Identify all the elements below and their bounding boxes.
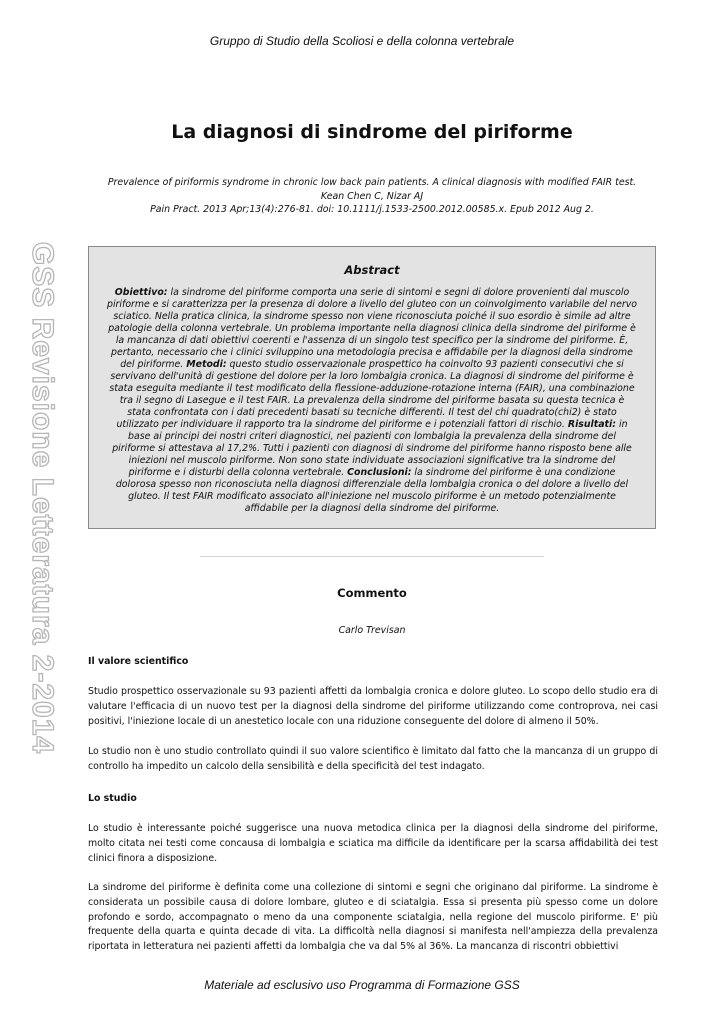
obiettivo-text: la sindrome del piriforme comporta una serie di sintomi e segni di dolore provenienti dal muscolo piriforme e si caratterizza per la presenza di dolore a livello del gluteo con un coinvolgimento variabile del nervo sciatico. Nella pratica clinica, la sindrome spesso non viene riconosciuta poiché il suo esordio è simile ad altre patologie della colonna vertebrale. Un problema importante nella diagnosi clinica della sindrome del piriforme è la mancanza di dati obiettivi coerenti e l'assenza di un singolo test specifico per la sindrome del piriforme. È, pertanto, necessario che i clinici sviluppino una metodologia precisa e affidabile per la diagnosi della sindrome del piriforme.: [107, 287, 637, 370]
conclusioni-text: la sindrome del piriforme è una condizione dolorosa spesso non riconosciuta nella diagnosi differenziale della lombalgia cronica o del dolore a livello del gluteo. Il test FAIR modificato associato all'iniezione nel muscolo piriforme è un metodo potenzialmente affidabile per la diagnosi della sindrome del piriforme.: [115, 467, 629, 514]
metodi-text: questo studio osservazionale prospettico ha coinvolto 93 pazienti consecutivi che si servivano dell'unità di gestione del dolore per la loro lombalgia cronica. La diagnosi di sindrome del piriforme è stata eseguita mediante il test modificato della flessione-adduzione-rotazione interna (FAIR), una combinazione tra il segno di Lasegue e il test FAIR. La prevalenza della sindrome del piriforme basata su questa tecnica è stata confrontata con i dati precedenti basati su tecniche differenti. Il test del chi quadrato(chi2) è stato utilizzato per individuare il rapporto tra la sindrome del piriforme e i potenziali fattori di rischio.: [109, 359, 635, 430]
risultati-label: Risultati:: [567, 419, 616, 430]
page-title: La diagnosi di sindrome del piriforme: [171, 121, 573, 143]
citation: [60, 176, 684, 217]
citation-authors: Kean Chen C, Nizar AJ: [320, 190, 424, 202]
valore-paragraph-2: Lo studio non è uno studio controllato quindi il suo valore scientifico è limitato dal fatto che la mancanza di un gruppo di controllo ha impedito un calcolo della sensibilità e della specificità del test indagato.: [88, 746, 658, 772]
obiettivo-label: Obiettivo:: [114, 287, 168, 298]
studio-paragraph-2: La sindrome del piriforme è definita come una collezione di sintomi e segni che originano dal piriforme. La sindrome è considerata un possibile causa di dolore lombare, gluteo e di sciatalgia. Essa si presenta più spesso come un dolore profondo e sordo, accompagnato o meno da una componente sciatalgia, nella regione del muscolo piriforme. E' più frequente della quarta e quinta decade di vita. La difficoltà nella diagnosi si manifesta nell'ampiezza della prevalenza riportata in letteratura nei pazienti affetti da lombalgia che va dal 5% al 36%. La mancanza di riscontri obbiettivi: [88, 882, 658, 953]
abstract-box: [88, 246, 656, 529]
page-header: Gruppo di Studio della Scoliosi e della colonna vertebrale: [209, 34, 515, 48]
commento-heading: Commento: [337, 586, 407, 600]
abstract-text: [107, 287, 637, 515]
commento-author: Carlo Trevisan: [338, 625, 406, 636]
sidebar-watermark-text: GSS Revisione Letteratura 2-2014: [26, 241, 59, 755]
abstract-heading: Abstract: [344, 263, 400, 277]
lo-studio-heading: Lo studio: [88, 793, 137, 804]
section-divider: [200, 556, 544, 557]
valore-paragraph-1: Studio prospettico osservazionale su 93 pazienti affetti da lombalgia cronica e dolore gluteo. Lo scopo dello studio era di valutare l'efficacia di un nuovo test per la diagnosi della sindrome del piriforme utilizzando come controprova, nei casi positivi, l'iniezione locale di un anestetico locale con una riduzione conseguente del dolore di almeno il 50%.: [88, 686, 658, 727]
page-footer: Materiale ad esclusivo uso Programma di Formazione GSS: [204, 978, 520, 992]
citation-reference: Pain Pract. 2013 Apr;13(4):276-81. doi: 10.1111/j.1533-2500.2012.00585.x. Epub 2012 Aug 2.: [150, 204, 594, 215]
studio-paragraph-1: Lo studio è interessante poiché suggerisce una nuova metodica clinica per la diagnosi della sindrome del piriforme, molto citata nei testi come concausa di lombalgia e sciatica ma difficile da identificare per la scarsa affidabilità dei test clinici finora a disposizione.: [88, 823, 658, 864]
valore-scientifico-heading: Il valore scientifico: [88, 656, 189, 667]
citation-title: Prevalence of piriformis syndrome in chronic low back pain patients. A clinical diagnosis with modified FAIR test.: [107, 177, 637, 188]
metodi-label: Metodi:: [186, 359, 227, 370]
conclusioni-label: Conclusioni:: [347, 467, 412, 478]
risultati-text: in base ai principi dei nostri criteri diagnostici, nei pazienti con lombalgia la prevalenza della sindrome del piriforme si attestava al 17,2%. Tutti i pazienti con diagnosi di sindrome del piriforme hanno risposto bene alle iniezioni nel muscolo piriforme. Non sono state individuate associazioni significative tra la sindrome del piriforme e i disturbi della colonna vertebrale.: [112, 419, 632, 478]
